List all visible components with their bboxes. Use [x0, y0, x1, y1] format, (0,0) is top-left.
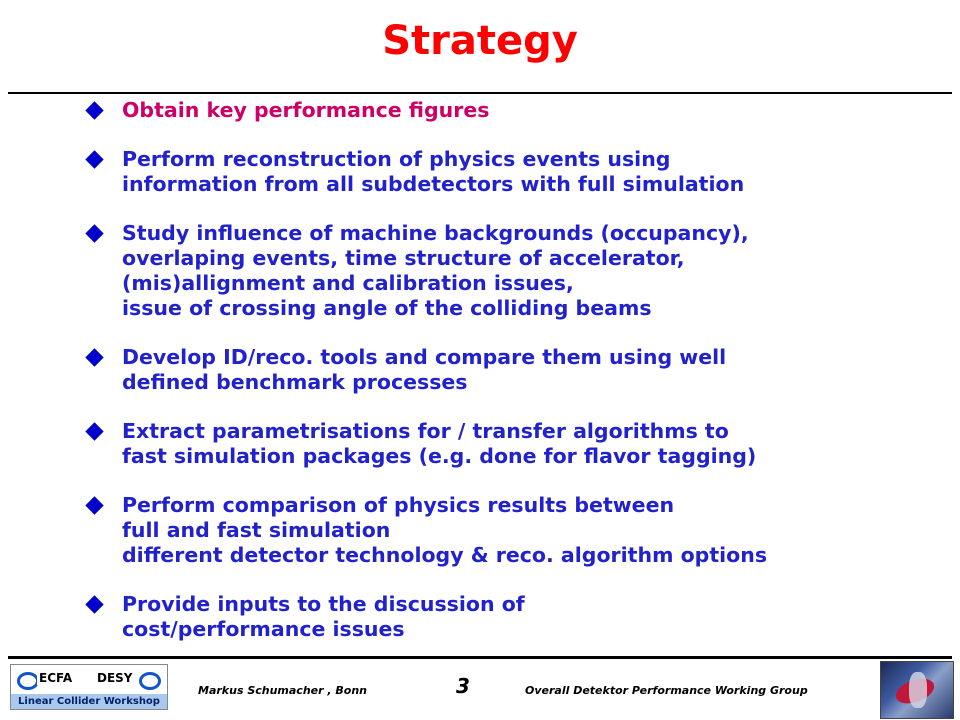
footer-author: Markus Schumacher , Bonn	[198, 684, 367, 697]
page-number: 3	[456, 674, 470, 698]
bullet-text: Study influence of machine backgrounds (occupancy),	[122, 221, 749, 245]
loop-icon	[139, 672, 161, 690]
bullet-item	[86, 493, 946, 568]
bullet-text: overlaping events, time structure of accelerator,	[122, 246, 685, 270]
slide-title: Strategy	[382, 18, 578, 64]
bullet-text: Develop ID/reco. tools and compare them using well	[122, 345, 727, 369]
bullet-text: issue of crossing angle of the colliding beams	[122, 296, 652, 320]
diamond-bullet-icon	[85, 595, 103, 613]
title-divider	[8, 92, 952, 94]
bullet-item	[86, 98, 946, 123]
bullet-text: Obtain key performance figures	[122, 98, 490, 122]
bullet-text: fast simulation packages (e.g. done for flavor tagging)	[122, 444, 757, 468]
bullet-item	[86, 419, 946, 469]
bullet-item	[86, 221, 946, 321]
footer-group: Overall Detektor Performance Working Group	[525, 684, 808, 697]
bullet-text: (mis)allignment and calibration issues,	[122, 271, 574, 295]
ecfa-desy-logo	[10, 664, 168, 710]
diamond-bullet-icon	[85, 101, 103, 119]
bullet-text: Provide inputs to the discussion of	[122, 592, 525, 616]
bullet-item	[86, 147, 946, 197]
diamond-bullet-icon	[85, 422, 103, 440]
bullet-text: information from all subdetectors with full simulation	[122, 172, 745, 196]
detector-photo	[880, 661, 954, 719]
logo-graphic	[11, 665, 167, 693]
bullet-text: defined benchmark processes	[122, 370, 468, 394]
bullet-text: Perform comparison of physics results between	[122, 493, 675, 517]
bullet-text: Extract parametrisations for / transfer algorithms to	[122, 419, 729, 443]
logo-ecfa-text: ECFA	[39, 671, 73, 685]
bullet-list	[86, 98, 946, 642]
loop-icon	[17, 672, 39, 690]
bullet-text: different detector technology & reco. algorithm options	[122, 543, 768, 567]
diamond-bullet-icon	[85, 348, 103, 366]
diamond-bullet-icon	[85, 150, 103, 168]
logo-desy-text: DESY	[97, 671, 133, 685]
logo-caption: Linear Collider Workshop	[11, 694, 167, 709]
bullet-item	[86, 592, 946, 642]
bullet-item	[86, 345, 946, 395]
bullet-text: Perform reconstruction of physics events using	[122, 147, 671, 171]
diamond-bullet-icon	[85, 224, 103, 242]
footer-divider	[8, 656, 952, 659]
bullet-text: full and fast simulation	[122, 518, 391, 542]
bullet-text: cost/performance issues	[122, 617, 405, 641]
diamond-bullet-icon	[85, 496, 103, 514]
